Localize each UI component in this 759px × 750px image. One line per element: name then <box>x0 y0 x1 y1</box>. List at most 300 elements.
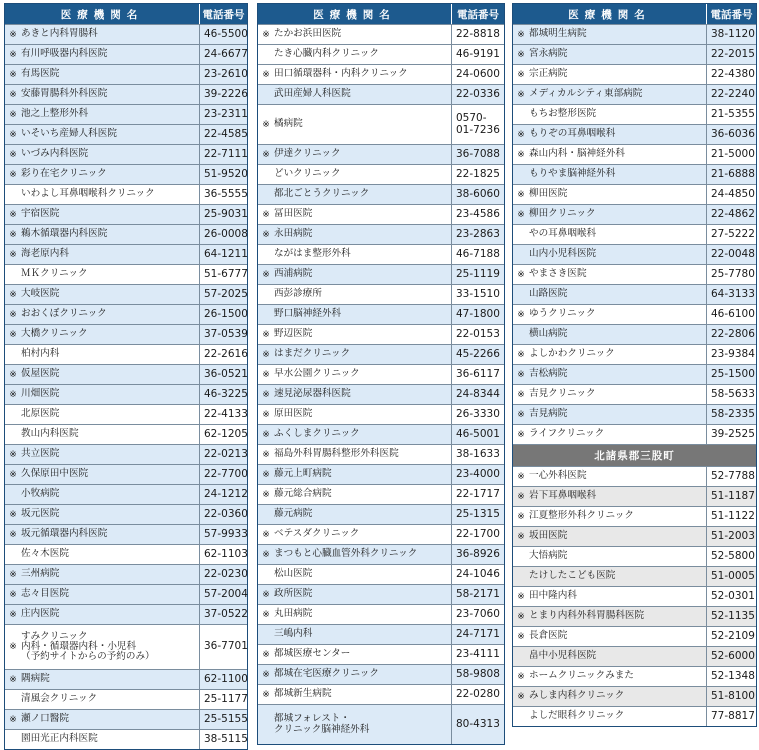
clinic-name: おおくぼクリニック <box>21 305 200 324</box>
clinic-name: みしま内科クリニック <box>529 687 707 706</box>
phone-number: 36-6117 <box>456 367 500 380</box>
note-mark <box>258 285 274 304</box>
phone-number: 57-9933 <box>204 527 248 540</box>
clinic-name: 森山内科・脳神経外科 <box>529 145 707 164</box>
note-mark: ※ <box>517 471 525 482</box>
clinic-name: 都城フォレスト・ クリニック脳神経外科 <box>274 705 452 744</box>
note-mark: ※ <box>517 129 525 140</box>
phone-number: 51-2003 <box>711 529 755 542</box>
clinic-name: 山内小児科医院 <box>529 245 707 264</box>
note-mark: ※ <box>9 209 17 220</box>
clinic-name: ながはま整形外科 <box>274 245 452 264</box>
note-mark: ※ <box>517 209 525 220</box>
phone-number: 24-7171 <box>456 627 500 640</box>
note-mark <box>258 45 274 64</box>
clinic-name: 彩り在宅クリニック <box>21 165 200 184</box>
table-header <box>5 4 247 24</box>
table-row <box>5 524 247 544</box>
clinic-name: 三州病院 <box>21 565 200 584</box>
note-mark <box>5 485 21 504</box>
note-mark <box>513 285 529 304</box>
clinic-name: 都城新生病院 <box>274 685 452 704</box>
phone-number: 23-9384 <box>711 347 755 360</box>
clinic-name: ライフクリニック <box>529 425 707 444</box>
table-row <box>5 484 247 504</box>
phone-number: 51-1187 <box>711 489 755 502</box>
clinic-name: 柏村内科 <box>21 345 200 364</box>
table-row <box>5 444 247 464</box>
note-mark: ※ <box>262 229 270 240</box>
table-row <box>258 544 504 564</box>
note-mark: ※ <box>517 89 525 100</box>
note-mark: ※ <box>9 149 17 160</box>
phone-number: 25-7780 <box>711 267 755 280</box>
clinic-name: 大岐医院 <box>21 285 200 304</box>
phone-number: 52-5800 <box>711 549 755 562</box>
phone-number: 39-2525 <box>711 427 755 440</box>
phone-number: 22-0213 <box>204 447 248 460</box>
table-row <box>258 624 504 644</box>
note-mark <box>5 545 21 564</box>
table-row <box>5 504 247 524</box>
table-row <box>258 424 504 444</box>
table-row <box>513 244 756 264</box>
phone-number: 47-1800 <box>456 307 500 320</box>
table-row <box>5 384 247 404</box>
clinic-name: 田中隆内科 <box>529 587 707 606</box>
note-mark: ※ <box>262 389 270 400</box>
clinic-name: 坂元医院 <box>21 505 200 524</box>
phone-number: 23-2610 <box>204 67 248 80</box>
note-mark: ※ <box>9 389 17 400</box>
clinic-name: 共立医院 <box>21 445 200 464</box>
phone-number: 46-7188 <box>456 247 500 260</box>
table-row <box>5 669 247 689</box>
phone-number: 46-5001 <box>456 427 500 440</box>
header-name: 医療機関名 <box>258 4 452 24</box>
table-row <box>513 586 756 606</box>
clinic-table-column-1 <box>4 3 248 750</box>
table-row <box>513 224 756 244</box>
phone-number: 45-2266 <box>456 347 500 360</box>
phone-number: 25-1177 <box>204 692 248 705</box>
table-row <box>5 424 247 444</box>
phone-number: 25-1119 <box>456 267 500 280</box>
phone-number: 24-6677 <box>204 47 248 60</box>
note-mark <box>258 705 274 744</box>
clinic-name: ゆうクリニック <box>529 305 707 324</box>
note-mark: ※ <box>262 649 270 660</box>
table-row <box>5 604 247 624</box>
table-row <box>513 466 756 486</box>
note-mark: ※ <box>9 249 17 260</box>
table-row <box>258 84 504 104</box>
clinic-name: 北原医院 <box>21 405 200 424</box>
table-header <box>513 4 756 24</box>
table-row <box>5 204 247 224</box>
note-mark: ※ <box>517 491 525 502</box>
table-row <box>258 484 504 504</box>
note-mark: ※ <box>9 569 17 580</box>
note-mark: ※ <box>262 549 270 560</box>
note-mark <box>5 265 21 284</box>
clinic-name: 早水公園クリニック <box>274 365 452 384</box>
clinic-name: 宗正病院 <box>529 65 707 84</box>
note-mark: ※ <box>517 611 525 622</box>
table-row <box>258 604 504 624</box>
note-mark <box>513 647 529 666</box>
clinic-name: やの耳鼻咽喉科 <box>529 225 707 244</box>
phone-number: 21-5355 <box>711 107 755 120</box>
clinic-name: 冨田医院 <box>274 205 452 224</box>
note-mark: ※ <box>517 671 525 682</box>
phone-number: 23-7060 <box>456 607 500 620</box>
clinic-name: 有馬医院 <box>21 65 200 84</box>
clinic-name: 柳田医院 <box>529 185 707 204</box>
table-row <box>513 364 756 384</box>
table-row <box>258 444 504 464</box>
note-mark: ※ <box>262 689 270 700</box>
phone-number: 24-1046 <box>456 567 500 580</box>
region-heading: 北諸県郡三股町 <box>513 444 756 466</box>
clinic-name: すみクリニック 内科・循環器内科・小児科 （予約サイトからの予約のみ） <box>21 625 200 669</box>
phone-number: 21-6888 <box>711 167 755 180</box>
phone-number: 25-9031 <box>204 207 248 220</box>
phone-number: 51-9520 <box>204 167 248 180</box>
clinic-name: もりやま脳神経外科 <box>529 165 707 184</box>
table-row <box>513 424 756 444</box>
phone-number: 58-5633 <box>711 387 755 400</box>
clinic-name: 安藤胃腸科外科医院 <box>21 85 200 104</box>
phone-number: 38-1633 <box>456 447 500 460</box>
phone-number: 36-5555 <box>204 187 248 200</box>
table-row <box>513 666 756 686</box>
table-row <box>513 606 756 626</box>
clinic-name: 丸田病院 <box>274 605 452 624</box>
phone-number: 23-4000 <box>456 467 500 480</box>
phone-number: 24-4850 <box>711 187 755 200</box>
note-mark: ※ <box>262 409 270 420</box>
clinic-name: 清風会クリニック <box>21 690 200 709</box>
phone-number: 46-6100 <box>711 307 755 320</box>
clinic-name: 野辺医院 <box>274 325 452 344</box>
clinic-name: 久保原田中医院 <box>21 465 200 484</box>
note-mark <box>513 707 529 726</box>
note-mark <box>513 105 529 124</box>
phone-number: 52-7788 <box>711 469 755 482</box>
table-row <box>258 524 504 544</box>
table-row <box>5 124 247 144</box>
clinic-name: 川畑医院 <box>21 385 200 404</box>
table-row <box>5 24 247 44</box>
table-row <box>513 686 756 706</box>
note-mark: ※ <box>9 329 17 340</box>
phone-number: 36-7701 <box>204 640 248 653</box>
note-mark: ※ <box>517 309 525 320</box>
clinic-name: 坂田医院 <box>529 527 707 546</box>
note-mark: ※ <box>262 209 270 220</box>
clinic-name: 教山内科医院 <box>21 425 200 444</box>
clinic-name: ホームクリニックみまた <box>529 667 707 686</box>
note-mark <box>513 567 529 586</box>
phone-number: 62-1100 <box>204 672 248 685</box>
note-mark: ※ <box>262 349 270 360</box>
phone-number: 22-1825 <box>456 167 500 180</box>
table-row <box>258 64 504 84</box>
note-mark: ※ <box>262 119 270 130</box>
phone-number: 46-3225 <box>204 387 248 400</box>
clinic-name: いづみ内科医院 <box>21 145 200 164</box>
clinic-name: 江夏整形外科クリニック <box>529 507 707 526</box>
phone-number: 22-7700 <box>204 467 248 480</box>
table-row <box>5 264 247 284</box>
clinic-name: メディカルシティ東部病院 <box>529 85 707 104</box>
table-row <box>258 704 504 744</box>
phone-number: 22-2616 <box>204 347 248 360</box>
clinic-name: 小牧病院 <box>21 485 200 504</box>
note-mark: ※ <box>262 669 270 680</box>
note-mark: ※ <box>517 369 525 380</box>
phone-number: 22-4585 <box>204 127 248 140</box>
note-mark <box>5 185 21 204</box>
table-row <box>258 164 504 184</box>
table-row <box>5 104 247 124</box>
phone-number: 23-2311 <box>204 107 248 120</box>
table-row <box>513 546 756 566</box>
table-row <box>513 44 756 64</box>
table-row <box>258 344 504 364</box>
table-row <box>5 304 247 324</box>
table-row <box>258 584 504 604</box>
phone-number: 52-6000 <box>711 649 755 662</box>
clinic-name: とまり内科外科胃腸科医院 <box>529 607 707 626</box>
note-mark: ※ <box>9 109 17 120</box>
phone-number: 52-2109 <box>711 629 755 642</box>
table-row <box>5 564 247 584</box>
table-row <box>5 544 247 564</box>
phone-number: 80-4313 <box>456 717 500 730</box>
clinic-name: 西浦病院 <box>274 265 452 284</box>
clinic-name: 都城医療センター <box>274 645 452 664</box>
phone-number: 38-5115 <box>204 732 248 745</box>
phone-number: 22-1700 <box>456 527 500 540</box>
clinic-name: はまだクリニック <box>274 345 452 364</box>
table-row <box>258 324 504 344</box>
clinic-name: 藤元上町病院 <box>274 465 452 484</box>
note-mark: ※ <box>9 674 17 685</box>
table-row <box>258 24 504 44</box>
table-row <box>5 284 247 304</box>
note-mark: ※ <box>262 489 270 500</box>
note-mark <box>513 165 529 184</box>
table-row <box>513 646 756 666</box>
clinic-name: 政所医院 <box>274 585 452 604</box>
clinic-name: 大悟病院 <box>529 547 707 566</box>
phone-number: 38-6060 <box>456 187 500 200</box>
note-mark <box>258 565 274 584</box>
clinic-name: いそいち産婦人科医院 <box>21 125 200 144</box>
header-tel: 電話番号 <box>457 8 499 21</box>
clinic-name: まつもと心臓血管外科クリニック <box>274 545 452 564</box>
phone-number: 58-9808 <box>456 667 500 680</box>
note-mark: ※ <box>517 269 525 280</box>
table-row <box>513 706 756 726</box>
table-row <box>258 224 504 244</box>
note-mark: ※ <box>9 29 17 40</box>
phone-number: 33-1510 <box>456 287 500 300</box>
table-row <box>5 64 247 84</box>
phone-number: 22-0230 <box>204 567 248 580</box>
note-mark: ※ <box>9 169 17 180</box>
clinic-name: いわよし耳鼻咽喉科クリニック <box>21 185 200 204</box>
clinic-name: 大橋クリニック <box>21 325 200 344</box>
note-mark: ※ <box>9 49 17 60</box>
table-row <box>513 144 756 164</box>
table-row <box>258 304 504 324</box>
table-row <box>258 664 504 684</box>
clinic-name: 岩下耳鼻咽喉科 <box>529 487 707 506</box>
note-mark: ※ <box>517 349 525 360</box>
clinic-name: 柳田クリニック <box>529 205 707 224</box>
phone-number: 22-8818 <box>456 27 500 40</box>
clinic-name: 都城明生病院 <box>529 25 707 44</box>
note-mark: ※ <box>262 69 270 80</box>
table-row <box>513 404 756 424</box>
clinic-name: 野口脳神経外科 <box>274 305 452 324</box>
clinic-name: よしだ眼科クリニック <box>529 707 707 726</box>
table-row <box>5 44 247 64</box>
phone-number: 22-0360 <box>204 507 248 520</box>
clinic-name: たけしたこども医院 <box>529 567 707 586</box>
clinic-name: 吉見クリニック <box>529 385 707 404</box>
note-mark <box>258 245 274 264</box>
note-mark <box>513 225 529 244</box>
clinic-name: たき心臓内科クリニック <box>274 45 452 64</box>
clinic-name: やまさき医院 <box>529 265 707 284</box>
table-row <box>258 44 504 64</box>
table-row <box>5 709 247 729</box>
phone-number: 27-5222 <box>711 227 755 240</box>
note-mark: ※ <box>9 714 17 725</box>
clinic-name: 坂元循環器内科医院 <box>21 525 200 544</box>
phone-number: 24-0600 <box>456 67 500 80</box>
note-mark: ※ <box>9 589 17 600</box>
phone-number: 38-1120 <box>711 27 755 40</box>
note-mark <box>513 325 529 344</box>
table-row <box>5 689 247 709</box>
clinic-name: 三嶋内科 <box>274 625 452 644</box>
clinic-name: 松山医院 <box>274 565 452 584</box>
note-mark: ※ <box>262 529 270 540</box>
phone-number: 22-4862 <box>711 207 755 220</box>
table-row <box>5 184 247 204</box>
note-mark: ※ <box>262 29 270 40</box>
phone-number: 23-4111 <box>456 647 500 660</box>
phone-number: 52-0301 <box>711 589 755 602</box>
phone-number: 26-3330 <box>456 407 500 420</box>
clinic-name: ベテスダクリニック <box>274 525 452 544</box>
note-mark <box>5 405 21 424</box>
clinic-name: 西彭診療所 <box>274 285 452 304</box>
note-mark <box>5 345 21 364</box>
note-mark: ※ <box>262 269 270 280</box>
phone-number: 62-1205 <box>204 427 248 440</box>
table-row <box>258 404 504 424</box>
phone-number: 26-0008 <box>204 227 248 240</box>
phone-number: 46-9191 <box>456 47 500 60</box>
clinic-name: 一心外科医院 <box>529 467 707 486</box>
table-row <box>5 244 247 264</box>
clinic-name: 都北ごとうクリニック <box>274 185 452 204</box>
phone-number: 46-5500 <box>204 27 248 40</box>
phone-number: 22-4133 <box>204 407 248 420</box>
clinic-name: 山路医院 <box>529 285 707 304</box>
table-header <box>258 4 504 24</box>
phone-number: 52-1135 <box>711 609 755 622</box>
rows <box>513 466 756 726</box>
note-mark: ※ <box>517 389 525 400</box>
note-mark <box>513 547 529 566</box>
table-row <box>258 284 504 304</box>
phone-number: 25-5155 <box>204 712 248 725</box>
header-tel: 電話番号 <box>202 8 245 21</box>
note-mark: ※ <box>9 229 17 240</box>
clinic-name: 横山病院 <box>529 325 707 344</box>
note-mark: ※ <box>9 69 17 80</box>
note-mark: ※ <box>517 511 525 522</box>
note-mark: ※ <box>517 149 525 160</box>
note-mark: ※ <box>517 631 525 642</box>
note-mark: ※ <box>262 469 270 480</box>
clinic-name: 原田医院 <box>274 405 452 424</box>
note-mark <box>258 505 274 524</box>
table-row <box>513 104 756 124</box>
clinic-name: よしかわクリニック <box>529 345 707 364</box>
table-row <box>5 364 247 384</box>
clinic-name: 隅病院 <box>21 670 200 689</box>
note-mark: ※ <box>9 469 17 480</box>
table-row <box>258 684 504 704</box>
phone-number: 52-1348 <box>711 669 755 682</box>
note-mark: ※ <box>9 609 17 620</box>
note-mark <box>258 305 274 324</box>
note-mark <box>258 85 274 104</box>
phone-number: 0570- 01-7236 <box>456 112 500 136</box>
note-mark <box>258 165 274 184</box>
note-mark: ※ <box>262 329 270 340</box>
rows <box>513 24 756 444</box>
phone-number: 51-6777 <box>204 267 248 280</box>
clinic-name: 吉見病院 <box>529 405 707 424</box>
table-row <box>513 304 756 324</box>
clinic-name: 永田病院 <box>274 225 452 244</box>
phone-number: 23-4586 <box>456 207 500 220</box>
table-row <box>258 264 504 284</box>
clinic-name: 橘病院 <box>274 105 452 144</box>
table-row <box>513 124 756 144</box>
phone-number: 22-2015 <box>711 47 755 60</box>
table-row <box>258 504 504 524</box>
table-row <box>513 204 756 224</box>
table-row <box>513 64 756 84</box>
clinic-name: どいクリニック <box>274 165 452 184</box>
phone-number: 37-0522 <box>204 607 248 620</box>
header-name: 医療機関名 <box>513 4 707 24</box>
phone-number: 22-2240 <box>711 87 755 100</box>
table-row <box>513 506 756 526</box>
phone-number: 51-1122 <box>711 509 755 522</box>
clinic-name: 池之上整形外科 <box>21 105 200 124</box>
